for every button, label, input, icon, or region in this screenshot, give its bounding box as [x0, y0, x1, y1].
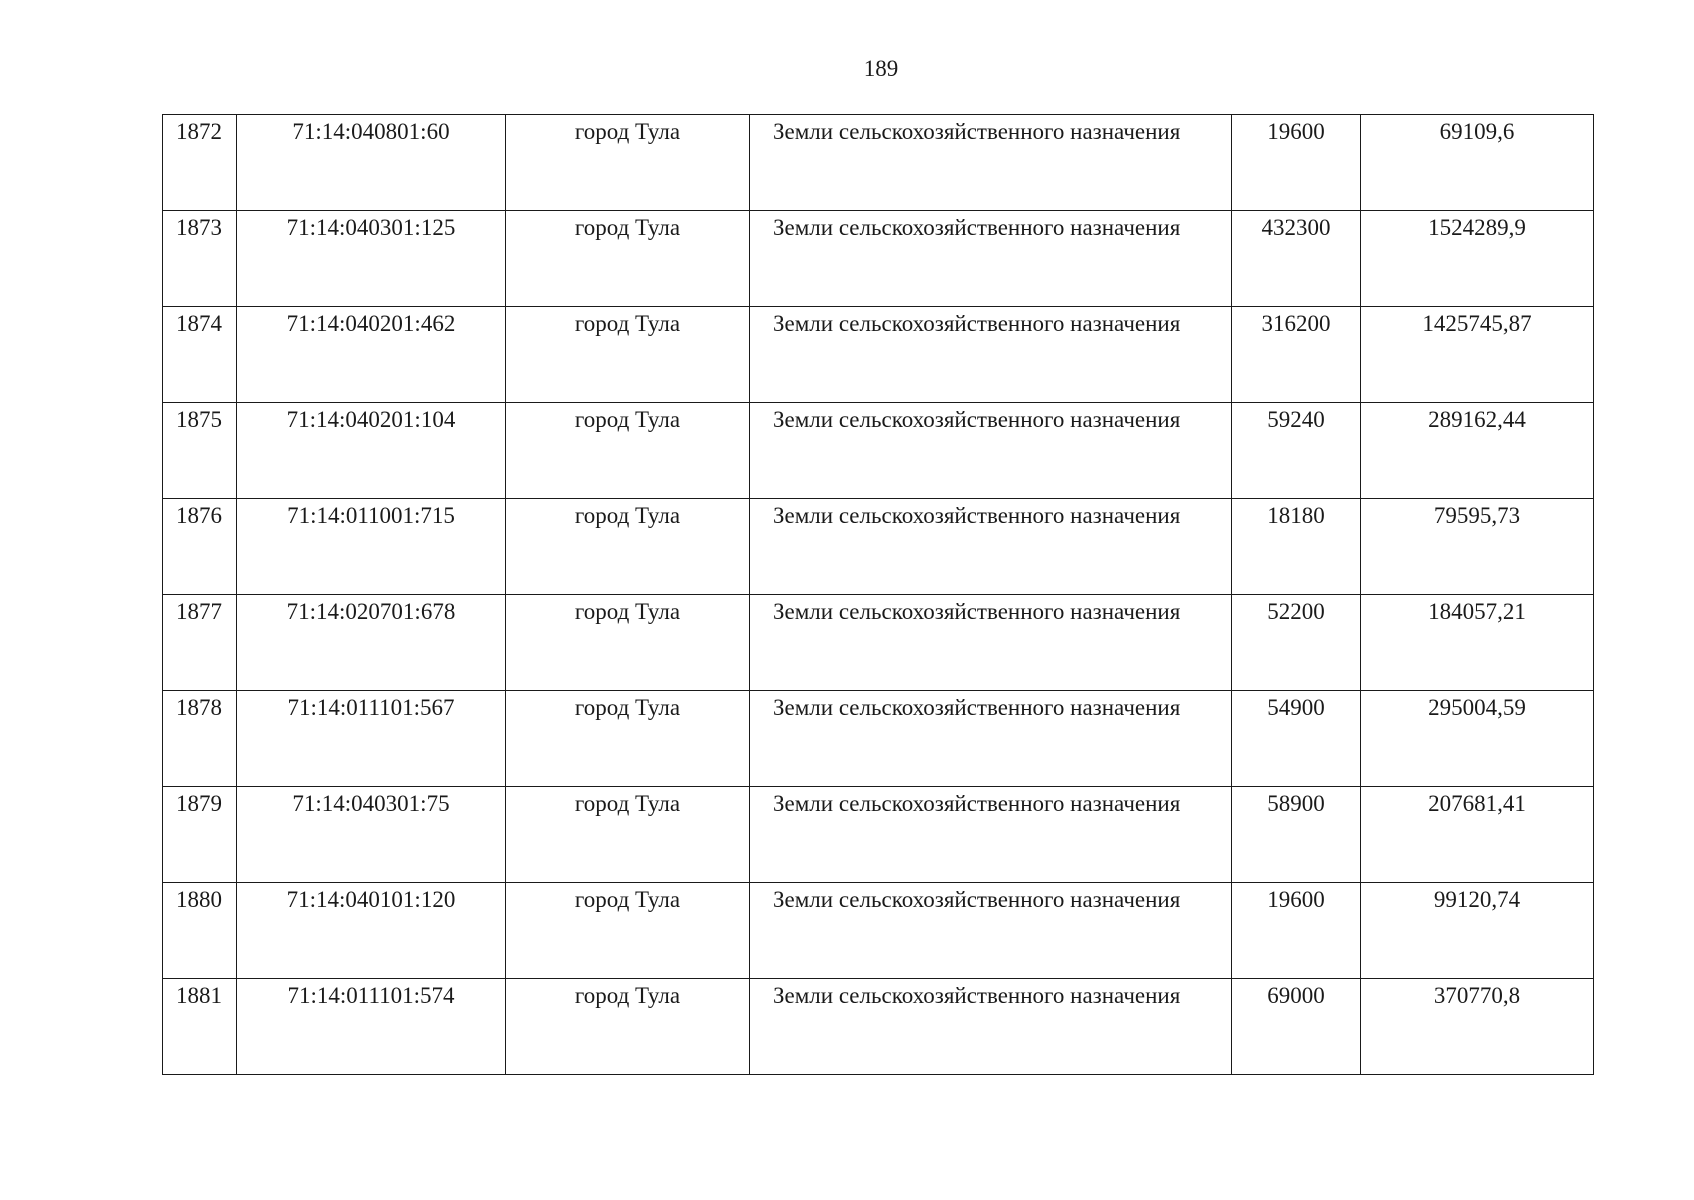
cadastral-number: 71:14:020701:678 [237, 595, 506, 691]
cadastral-number: 71:14:011101:567 [237, 691, 506, 787]
cadastral-number: 71:14:040301:125 [237, 211, 506, 307]
table-row [163, 691, 1594, 787]
table-row [163, 115, 1594, 211]
cadastral-number: 71:14:040101:120 [237, 883, 506, 979]
cadastral-number: 71:14:011001:715 [237, 499, 506, 595]
area: 19600 [1232, 883, 1361, 979]
cadastral-number: 71:14:040201:104 [237, 403, 506, 499]
row-number: 1878 [163, 691, 237, 787]
cadastral-number: 71:14:040301:75 [237, 787, 506, 883]
land-category: Земли сельскохозяйственного назначения [750, 499, 1232, 595]
page-number: 189 [863, 56, 899, 81]
cadastral-value: 207681,41 [1361, 787, 1594, 883]
location: город Тула [506, 691, 750, 787]
location: город Тула [506, 883, 750, 979]
location: город Тула [506, 787, 750, 883]
location: город Тула [506, 115, 750, 211]
land-category: Земли сельскохозяйственного назначения [750, 307, 1232, 403]
table-row [163, 211, 1594, 307]
row-number: 1881 [163, 979, 237, 1075]
cadastral-number: 71:14:040201:462 [237, 307, 506, 403]
location: город Тула [506, 595, 750, 691]
cadastral-value: 370770,8 [1361, 979, 1594, 1075]
location: город Тула [506, 403, 750, 499]
area: 54900 [1232, 691, 1361, 787]
location: город Тула [506, 499, 750, 595]
cadastral-value: 69109,6 [1361, 115, 1594, 211]
row-number: 1877 [163, 595, 237, 691]
row-number: 1879 [163, 787, 237, 883]
row-number: 1873 [163, 211, 237, 307]
table-row [163, 403, 1594, 499]
cadastral-value: 295004,59 [1361, 691, 1594, 787]
cadastral-value: 79595,73 [1361, 499, 1594, 595]
location: город Тула [506, 979, 750, 1075]
area: 52200 [1232, 595, 1361, 691]
row-number: 1876 [163, 499, 237, 595]
land-category: Земли сельскохозяйственного назначения [750, 595, 1232, 691]
land-category: Земли сельскохозяйственного назначения [750, 883, 1232, 979]
area: 432300 [1232, 211, 1361, 307]
area: 59240 [1232, 403, 1361, 499]
land-category: Земли сельскохозяйственного назначения [750, 211, 1232, 307]
location: город Тула [506, 307, 750, 403]
table-row [163, 883, 1594, 979]
land-category: Земли сельскохозяйственного назначения [750, 403, 1232, 499]
table-row [163, 307, 1594, 403]
row-number: 1872 [163, 115, 237, 211]
table-row [163, 595, 1594, 691]
location: город Тула [506, 211, 750, 307]
table-row [163, 787, 1594, 883]
row-number: 1880 [163, 883, 237, 979]
table-row [163, 499, 1594, 595]
cadastral-value: 99120,74 [1361, 883, 1594, 979]
area: 316200 [1232, 307, 1361, 403]
row-number: 1874 [163, 307, 237, 403]
cadastral-number: 71:14:040801:60 [237, 115, 506, 211]
cadastral-value: 1524289,9 [1361, 211, 1594, 307]
area: 58900 [1232, 787, 1361, 883]
land-category: Земли сельскохозяйственного назначения [750, 691, 1232, 787]
table-row [163, 979, 1594, 1075]
cadastral-number: 71:14:011101:574 [237, 979, 506, 1075]
row-number: 1875 [163, 403, 237, 499]
land-registry-table [162, 114, 1594, 1075]
area: 69000 [1232, 979, 1361, 1075]
land-category: Земли сельскохозяйственного назначения [750, 115, 1232, 211]
land-category: Земли сельскохозяйственного назначения [750, 787, 1232, 883]
cadastral-value: 289162,44 [1361, 403, 1594, 499]
cadastral-value: 184057,21 [1361, 595, 1594, 691]
area: 19600 [1232, 115, 1361, 211]
land-category: Земли сельскохозяйственного назначения [750, 979, 1232, 1075]
cadastral-value: 1425745,87 [1361, 307, 1594, 403]
area: 18180 [1232, 499, 1361, 595]
